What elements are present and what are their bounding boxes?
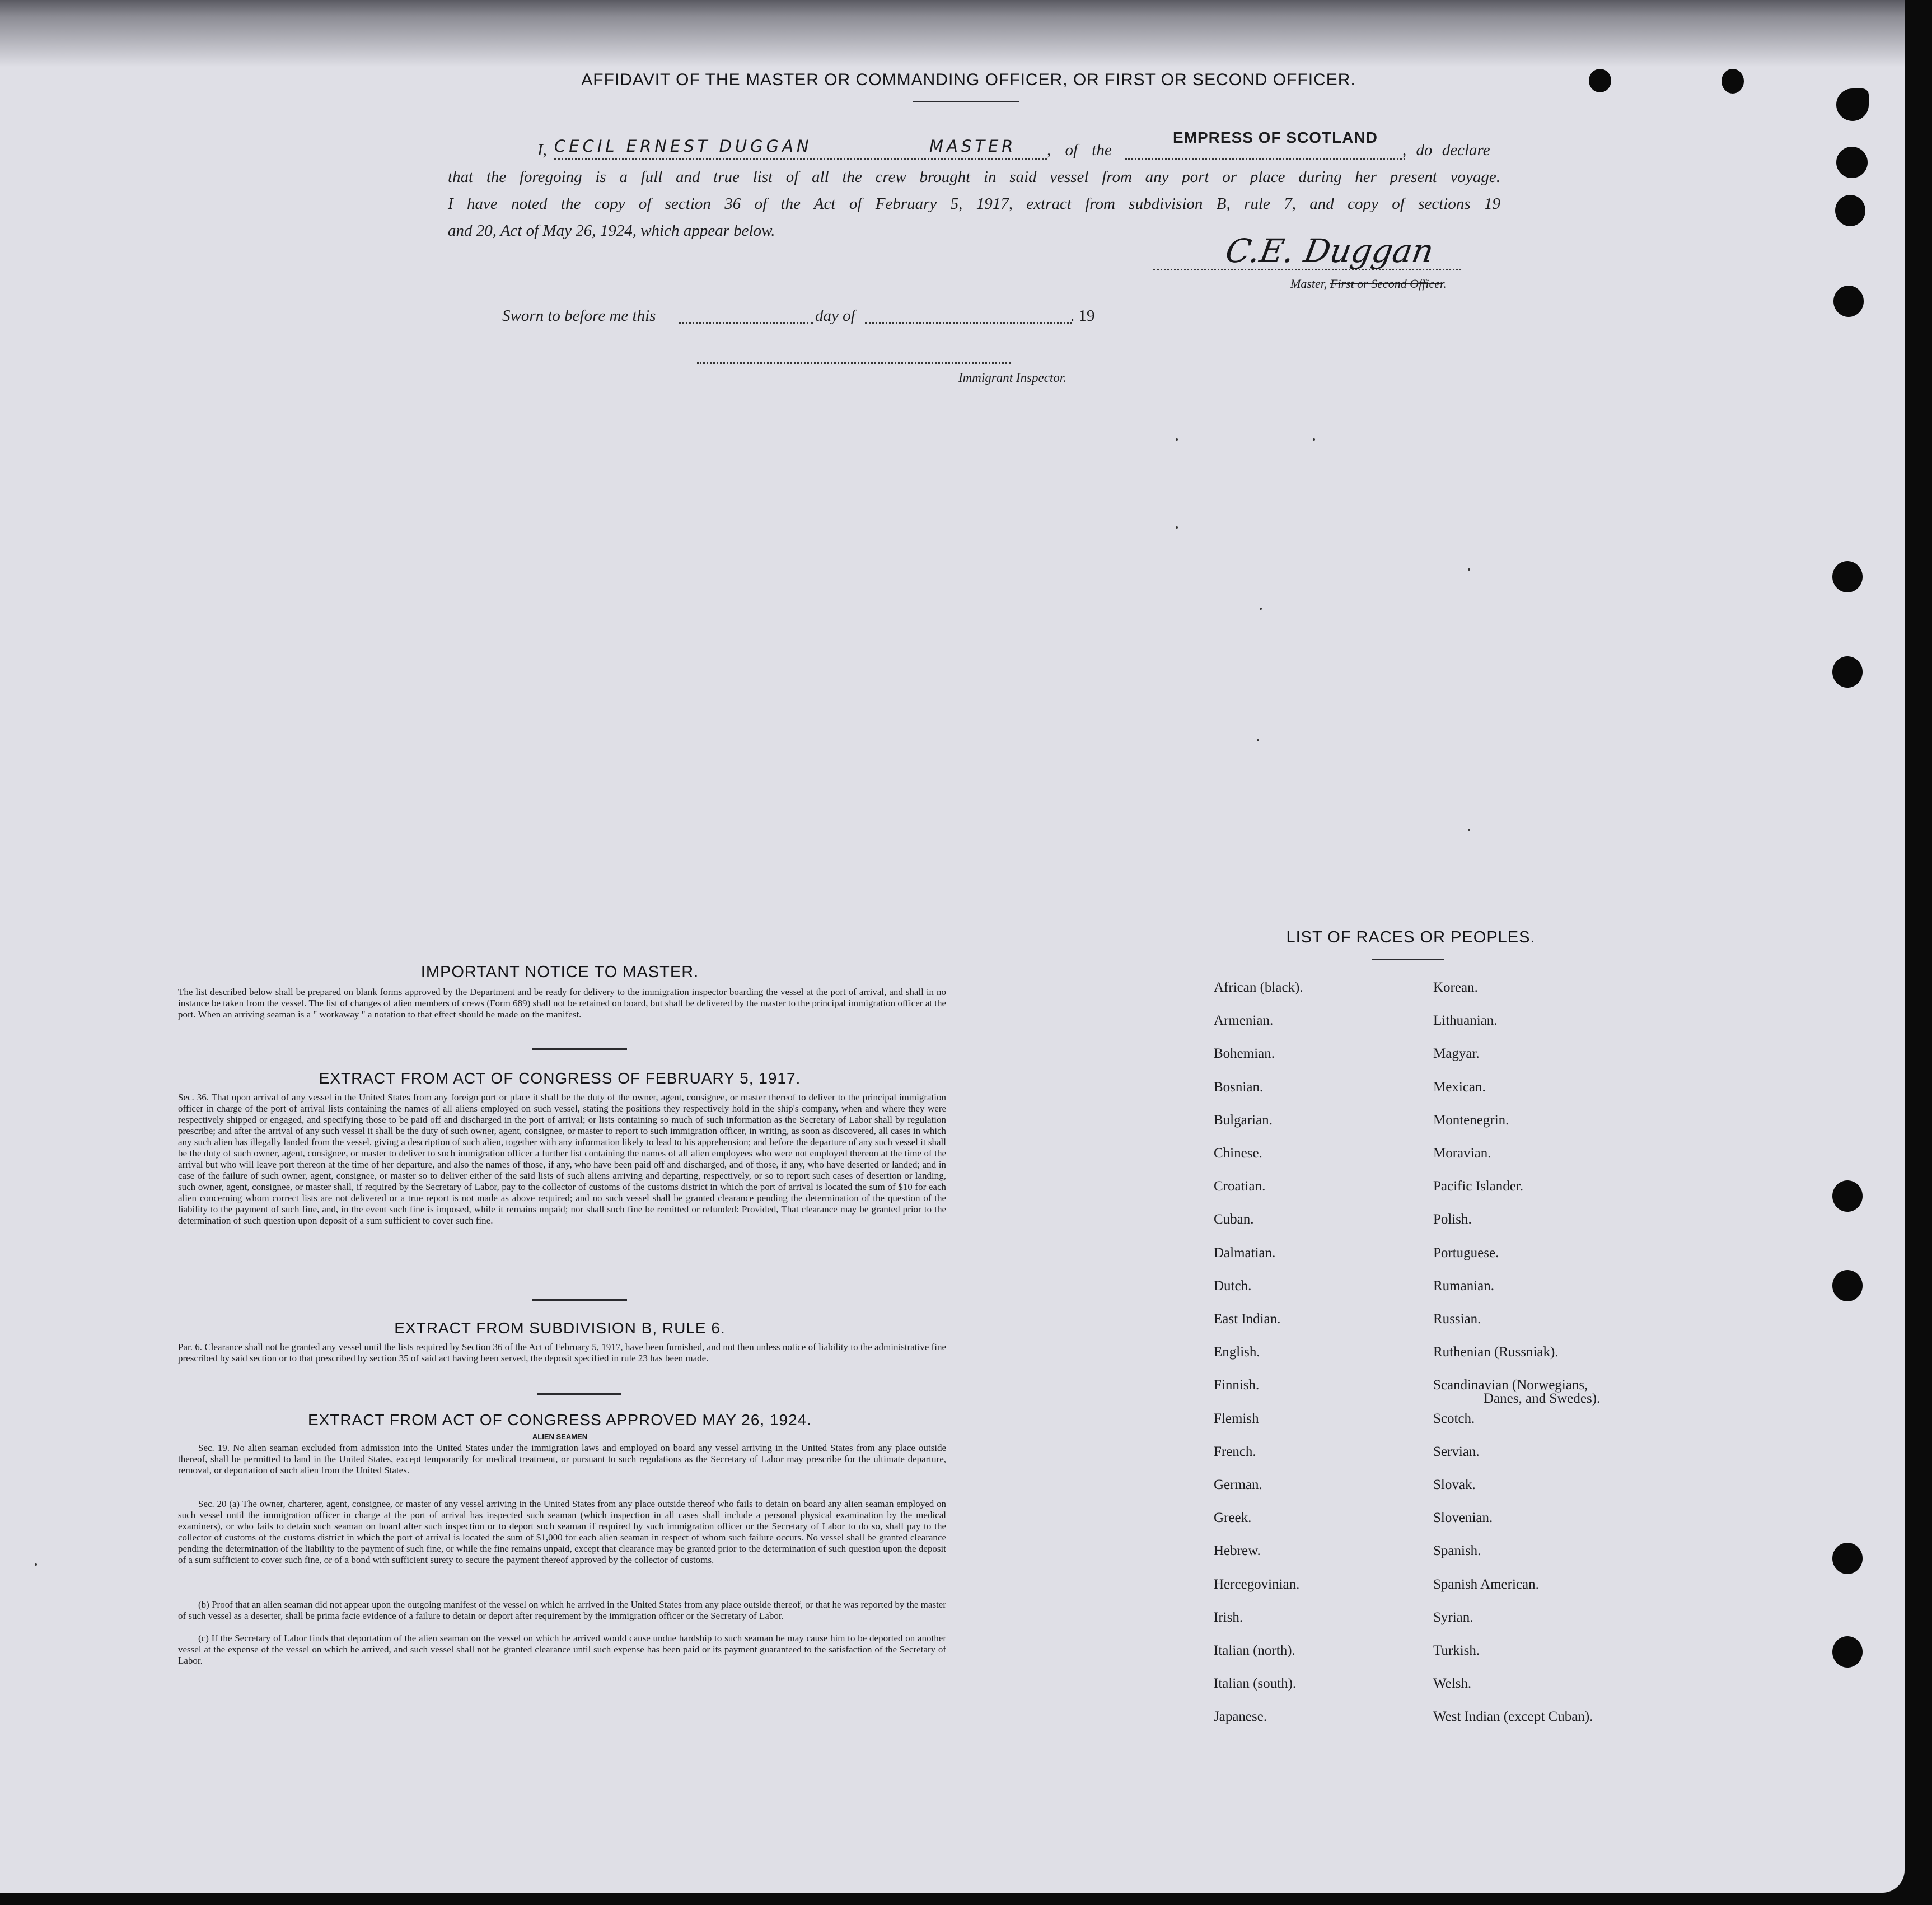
punch-hole [1833,286,1864,317]
race-item: Portuguese. [1433,1245,1499,1260]
divider-1 [532,1048,627,1050]
race-item: Lithuanian. [1433,1013,1498,1028]
extract-1917-text: Sec. 36. That upon arrival of any vessel in the United States from any foreign port or place it shall be the duty of the owner, agent, consignee, or master thereof to deliver to the principal immigration officer in charge of the port of arrival lists containing the names of all aliens employed on such vessel, stating the positions they respectively hold in the ship's company, when and where they were respectively shipped or engaged, and specifying those to be paid off and discharged in the port of arrival; or lists containing so much of such information as the Secretary of Labor shall by regulation prescribe; and after the arrival of any such vessel it shall be the duty of such owner, agent, consignee, or master to report to such immigration officer, in writing, as soon as discovered, all cases in which any such alien has illegally landed from the vessel, giving a description of such alien, together with any information likely to lead to his apprehension; and before the departure of any such vessel it shall be the duty of such owner, agent, consignee, or master to deliver to such immigration officer a further list containing the names of all alien employees who were not employed thereon at the time of the arrival but who will leave port thereon at the time of her departure, and also the names of those, if any, who have been paid off and discharged, and of those, if any, who have deserted or landed; and in case of the failure of such owner, agent, consignee, or master so to deliver either of the said lists of such aliens arriving and departing, respectively, or so to report such cases of desertion or landing, such owner, agent, consignee, or master shall, if required by the Secretary of Labor, pay to the collector of customs of the customs district in which the port of arrival is located the sum of $10 for each alien concerning whom correct lists are not delivered or a true report is not made as above required; and no such vessel shall be granted clearance pending the determination of the question of the liability to the payment of such fine, and, in the event such fine is imposed, while it remains unpaid; nor shall such fine be remitted or refunded: Provided, That clearance may be granted prior to the determination of such question upon deposit of a sum sufficient to cover such fine. [178,1092,946,1226]
race-item: Ruthenian (Russniak). [1433,1344,1559,1360]
inspector-line [697,362,1011,364]
caption-period: . [1443,277,1447,291]
race-item: Italian (south). [1214,1676,1297,1691]
sworn-day-of: day of [815,307,855,325]
race-item: Servian. [1433,1444,1480,1459]
race-item: Montenegrin. [1433,1113,1509,1128]
race-item: English. [1214,1344,1260,1360]
race-item: Bulgarian. [1214,1113,1273,1128]
races-underline [1372,959,1444,960]
inspector-caption: Immigrant Inspector. [958,371,1066,385]
scan-edge-shadow [0,0,1905,67]
punch-hole [1832,1543,1863,1574]
punch-hole [1835,195,1865,226]
race-item: East Indian. [1214,1311,1281,1327]
extract-1924-sec20c: (c) If the Secretary of Labor finds that deportation of the alien seaman on the vessel on which he arrived would cause undue hardship to such seaman he may cause him to be deported on another vessel at the expense of the vessel on which he arrived, and such vessel shall not be granted clearance until such expense has been paid or its payment guaranteed to the satisfaction of the Secretary of Labor. [178,1633,946,1666]
name-line [554,158,1047,160]
race-item: Bosnian. [1214,1080,1264,1095]
race-item: Welsh. [1433,1676,1472,1691]
race-item: Magyar. [1433,1046,1480,1061]
master-name: CECIL ERNEST DUGGAN [554,137,812,156]
declaration-i: I, [537,141,547,159]
notice-title: IMPORTANT NOTICE TO MASTER. [420,963,699,981]
scan-speck [1468,829,1470,831]
signature-line [1153,269,1461,270]
divider-2 [532,1299,627,1301]
race-item: Slovak. [1433,1477,1476,1492]
race-item: Cuban. [1214,1212,1254,1227]
race-item: Spanish American. [1433,1577,1539,1592]
race-item: Croatian. [1214,1179,1266,1194]
extract-1924-sec19: Sec. 19. No alien seaman excluded from admission into the United States under the immigration laws and employed on board any vessel arriving in the United States from any place outside thereof, shall be permitted to land in the United States, except temporarily for medical treatment, or pursuant to such regulations as the Secretary of Labor may prescribe for the ultimate departure, removal, or deportation of such alien from the United States. [178,1442,946,1476]
scan-speck [1260,608,1262,610]
race-item: Scotch. [1433,1411,1475,1426]
race-item: Armenian. [1214,1013,1274,1028]
sworn-year: . 19 [1070,307,1095,325]
vessel-line [1125,158,1405,160]
extract-1924-sec20b: (b) Proof that an alien seaman did not appear upon the outgoing manifest of the vessel on which he arrived in the United States from any place outside thereof, or that he was reported by the master of such vessel as a deserter, shall be prima facie evidence of a failure to detain or deport after requirement by the immigration officer or the Secretary of Labor. [178,1599,946,1621]
race-item: Mexican. [1433,1080,1486,1095]
race-item: Rumanian. [1433,1278,1495,1294]
divider-3 [537,1393,621,1395]
race-item: Russian. [1433,1311,1481,1327]
scan-speck [1257,739,1259,741]
extract-1924-sec20a: Sec. 20 (a) The owner, charterer, agent, consignee, or master of any vessel arriving in the United States from any place outside thereof who fails to detain on board any alien seaman employed on such vessel until the immigration officer in charge at the port of arrival has inspected such seaman (which inspection in all cases shall include a personal physical examination by the medical examiners), or who fails to detain such seaman on board after such inspection or to deport such seaman if required by such immigration officer or the Secretary of Labor to do so, shall pay to the collector of customs of the customs district in which the port of arrival is located the sum of $1,000 for each alien seaman in respect of whom such failure occurs. No vessel shall be granted clearance pending the determination of the liability to the payment of such fine, or while the fine remains unpaid, except that clearance may be granted prior to the determination of such question upon the deposit of a sum sufficient to cover such fine, or of a bond with sufficient surety to secure the payment thereof approved by the collector of customs. [178,1498,946,1565]
race-item: Italian (north). [1214,1643,1295,1658]
master-rank: MASTER [929,137,1017,156]
race-item: Hebrew. [1214,1543,1261,1558]
race-item: Turkish. [1433,1643,1480,1658]
punch-hole [1589,69,1611,92]
race-item: Scandinavian (Norwegians, Danes, and Swedes). [1433,1378,1601,1406]
punch-hole [1836,147,1868,178]
race-item: Dalmatian. [1214,1245,1276,1260]
punch-hole [1832,561,1863,592]
extract-1924-subtitle: ALIEN SEAMEN [532,1432,588,1441]
sworn-day-line [679,322,813,324]
race-item: Pacific Islander. [1433,1179,1524,1194]
affidavit-line-3: and 20, Act of May 26, 1924, which appear below. [448,222,775,240]
race-item: West Indian (except Cuban). [1433,1709,1593,1724]
race-item: Bohemian. [1214,1046,1275,1061]
sworn-month-line [865,322,1072,324]
notice-text: The list described below shall be prepared on blank forms approved by the Department and be ready for delivery to the immigration inspector boarding the vessel at the port of arrival, and shall in no instance be taken from the vessel. The list of changes of alien members of crews (Form 689) shall not be retained on board, but shall be delivered by the master to the principal immigration officer at the port. When an arriving seaman is a " workaway " a notation to that effect should be made on the manifest. [178,987,946,1020]
extract-rule6-text: Par. 6. Clearance shall not be granted any vessel until the lists required by Section 36 of the Act of February 5, 1917, have been furnished, and not then unless notice of liability to the administrative fine prescribed by said section or to that prescribed by section 35 of said act having been served, the deposit specified in rule 23 has been made. [178,1342,946,1364]
extract-1917-title: EXTRACT FROM ACT OF CONGRESS OF FEBRUARY 5, 1917. [319,1070,801,1087]
race-item: Flemish [1214,1411,1259,1426]
punch-hole [1832,1180,1863,1212]
punch-hole [1832,1636,1863,1668]
scan-speck [1313,438,1315,441]
scan-speck [1468,568,1470,571]
race-item: African (black). [1214,980,1303,995]
affidavit-line-2: I have noted the copy of section 36 of the Act of February 5, 1917, extract from subdivision B, rule 7, and copy of sections 19 [448,195,1500,213]
race-item: Greek. [1214,1510,1252,1525]
of-the-label: , of the [1047,141,1112,159]
punch-hole [1722,69,1744,94]
vessel-name: EMPRESS OF SCOTLAND [1173,129,1378,146]
race-item: Slovenian. [1433,1510,1493,1525]
race-item: Dutch. [1214,1278,1252,1294]
race-item: Chinese. [1214,1146,1262,1161]
races-title: LIST OF RACES OR PEOPLES. [1286,928,1536,946]
affidavit-line-1: that the foregoing is a full and true list of all the crew brought in said vessel from any port or place during her present voyage. [448,168,1500,186]
race-item: Moravian. [1433,1146,1491,1161]
caption-struck-officer: First or Second Officer [1330,277,1444,291]
scan-speck [1176,526,1178,529]
caption-master: Master, [1290,277,1327,291]
punch-hole [1836,88,1869,121]
race-item: Syrian. [1433,1610,1473,1625]
race-item: Korean. [1433,980,1478,995]
race-item: German. [1214,1477,1262,1492]
do-declare-label: , do declare [1402,141,1490,159]
scan-speck [35,1563,37,1566]
title-underline [913,101,1019,102]
race-item: French. [1214,1444,1256,1459]
signature-caption [1290,277,1447,291]
extract-1924-title: EXTRACT FROM ACT OF CONGRESS APPROVED MAY 26, 1924. [307,1411,812,1428]
race-item: Finnish. [1214,1378,1260,1393]
race-item: Hercegovinian. [1214,1577,1300,1592]
punch-hole [1832,656,1863,688]
race-item: Spanish. [1433,1543,1481,1558]
master-signature: C.E. Duggan [1223,232,1437,270]
scan-speck [1176,438,1178,441]
race-item: Irish. [1214,1610,1243,1625]
race-item: Japanese. [1214,1709,1267,1724]
affidavit-title: AFFIDAVIT OF THE MASTER OR COMMANDING OFFICER, OR FIRST OR SECOND OFFICER. [581,71,1356,89]
race-item: Polish. [1433,1212,1472,1227]
sworn-label: Sworn to before me this [502,307,656,325]
extract-rule6-title: EXTRACT FROM SUBDIVISION B, RULE 6. [394,1319,726,1337]
punch-hole [1832,1270,1863,1301]
